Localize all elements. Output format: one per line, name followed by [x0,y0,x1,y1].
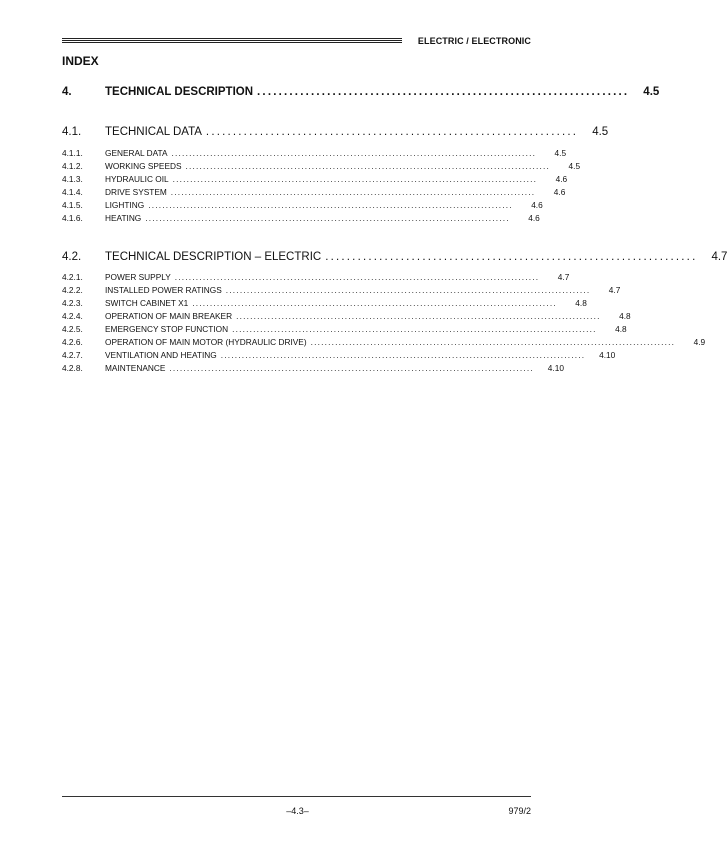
leader-dots: ..................................................................... [257,86,630,98]
toc-page: 4.8 [615,324,627,334]
toc-number: 4.2.5. [62,324,83,334]
footer-doc-code: 979/2 [508,806,531,816]
toc-item-row[interactable] [62,161,581,171]
toc-title: WORKING SPEEDS [105,161,182,171]
leader-dots: ........................................................................................................ [310,337,676,347]
toc-item-row[interactable] [62,187,566,197]
toc-title: DRIVE SYSTEM [105,187,167,197]
toc-number: 4.2.1. [62,272,83,282]
leader-dots: ........................................................................................................ [174,272,540,282]
leader-dots: ..................................................................... [325,251,698,263]
header-label: ELECTRIC / ELECTRONIC [417,36,531,46]
toc-item-row[interactable] [62,311,631,321]
toc-number: 4.1.1. [62,148,83,158]
toc-page: 4.9 [693,337,706,347]
toc-number: 4.2.4. [62,311,83,321]
toc-number: 4.2.3. [62,298,83,308]
footer-rule [62,796,531,797]
toc-item-row[interactable] [62,324,627,334]
toc-number: 4. [62,86,72,98]
leader-dots: ........................................................................................................ [236,311,601,321]
toc-chapter-row[interactable] [62,86,660,98]
toc-page: 4.7 [608,285,621,295]
toc-title: VENTILATION AND HEATING [105,350,217,360]
toc-number: 4.2.8. [62,363,83,373]
toc-number: 4.2.7. [62,350,83,360]
toc-title: SWITCH CABINET X1 [105,298,189,308]
leader-dots: ........................................................................................................ [169,363,534,373]
leader-dots: ........................................................................................................ [225,285,591,295]
toc-page: 4.5 [592,126,609,138]
toc-item-row[interactable] [62,363,564,373]
toc-title: EMERGENCY STOP FUNCTION [105,324,229,334]
toc-page: 4.5 [554,148,567,158]
toc-title: HYDRAULIC OIL [105,174,169,184]
toc-title: OPERATION OF MAIN BREAKER [105,311,233,321]
toc-title: OPERATION OF MAIN MOTOR (HYDRAULIC DRIVE) [105,337,307,347]
header-rules [62,38,402,44]
footer-page-number: –4.3– [286,806,309,816]
toc-title: TECHNICAL DESCRIPTION [105,86,254,98]
leader-dots: ........................................................................................................ [192,298,557,308]
toc-page: 4.8 [575,298,587,308]
toc-item-row[interactable] [62,148,567,158]
toc-number: 4.2. [62,251,82,263]
toc-section-row[interactable] [62,251,727,263]
toc-page: 4.5 [568,161,581,171]
toc-page: 4.6 [553,187,566,197]
toc-page: 4.8 [619,311,631,321]
leader-dots: ........................................................................................................ [172,174,538,184]
toc-page: 4.7 [711,251,727,263]
leader-dots: ........................................................................................................ [185,161,551,171]
toc-page: 4.6 [528,213,540,223]
toc-number: 4.1.2. [62,161,83,171]
toc-number: 4.1.5. [62,200,83,210]
toc-title: INSTALLED POWER RATINGS [105,285,222,295]
toc-item-row[interactable] [62,200,543,210]
leader-dots: ..................................................................... [205,126,579,138]
toc-page: 4.6 [531,200,543,210]
toc-number: 4.2.6. [62,337,83,347]
toc-title: TECHNICAL DATA [105,126,202,138]
toc-page: 4.5 [643,86,660,98]
toc-item-row[interactable] [62,337,706,347]
toc-item-row[interactable] [62,272,570,282]
toc-title: LIGHTING [105,200,145,210]
toc-title: TECHNICAL DESCRIPTION – ELECTRIC [105,251,322,263]
toc-title: POWER SUPPLY [105,272,171,282]
toc-number: 4.2.2. [62,285,83,295]
toc-page: 4.7 [557,272,570,282]
toc-section-row[interactable] [62,126,609,138]
toc-number: 4.1.6. [62,213,83,223]
leader-dots: ........................................................................................................ [232,324,597,334]
toc-page: 4.10 [599,350,616,360]
toc-item-row[interactable] [62,213,540,223]
leader-dots: ........................................................................................................ [171,148,537,158]
leader-dots: ........................................................................................................ [148,200,513,210]
toc-number: 4.1.4. [62,187,83,197]
leader-dots: ........................................................................................................ [145,213,510,223]
toc-item-row[interactable] [62,285,621,295]
toc-title: HEATING [105,213,142,223]
toc-page: 4.6 [555,174,568,184]
toc-item-row[interactable] [62,298,587,308]
toc-number: 4.1. [62,126,82,138]
toc-number: 4.1.3. [62,174,83,184]
leader-dots: ........................................................................................................ [220,350,586,360]
toc-item-row[interactable] [62,174,568,184]
index-title: INDEX [62,54,99,68]
toc-title: MAINTENANCE [105,363,166,373]
toc-title: GENERAL DATA [105,148,168,158]
toc-item-row[interactable] [62,350,616,360]
leader-dots: ........................................................................................................ [170,187,536,197]
toc-page: 4.10 [547,363,564,373]
